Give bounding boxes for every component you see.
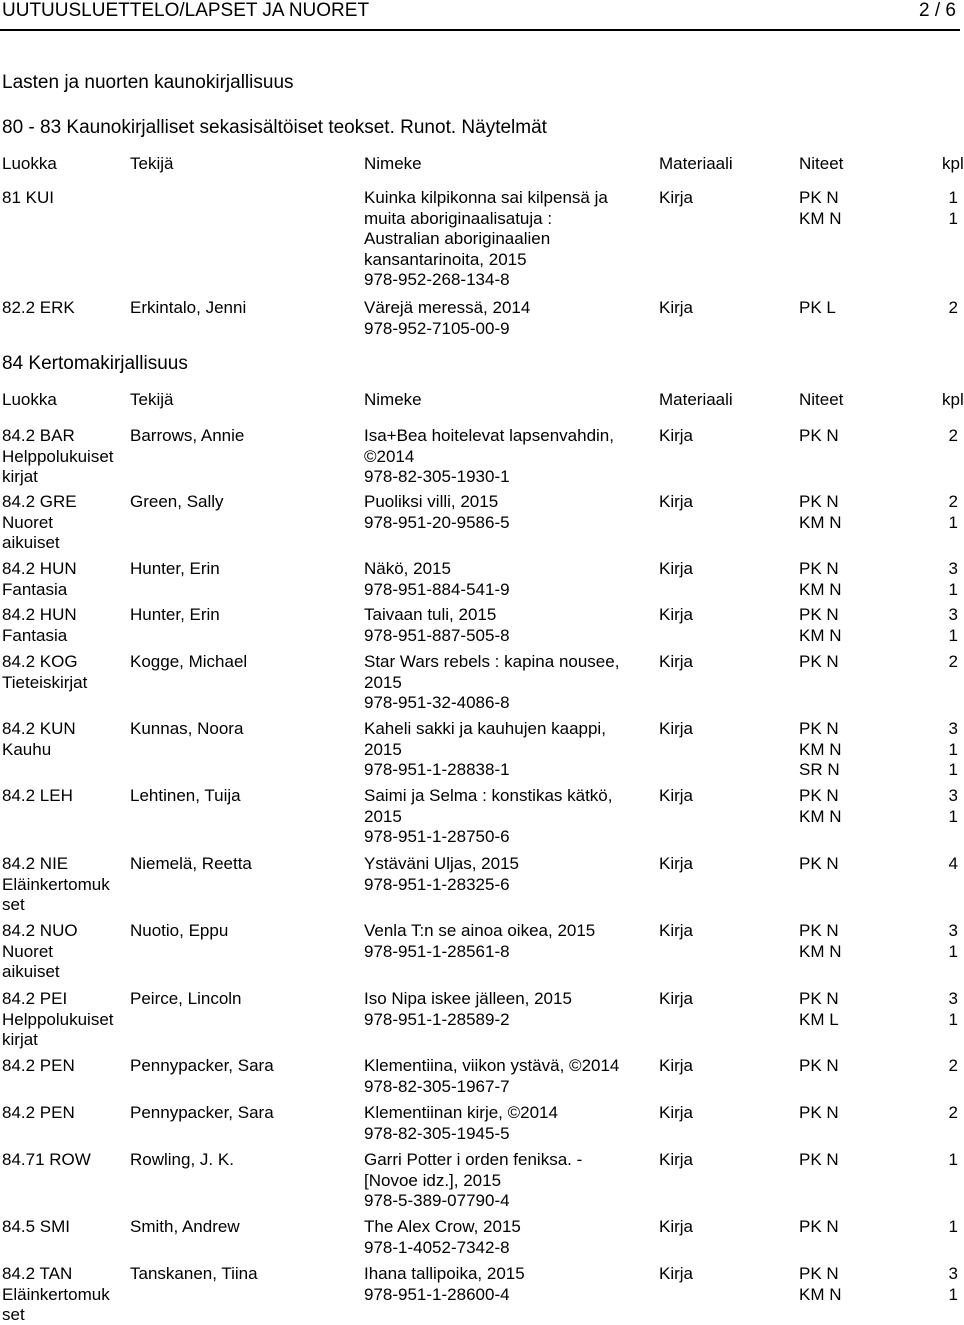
nimeke-line: Taivaan tuli, 2015 [364, 605, 497, 624]
cell-materiaali [659, 187, 693, 208]
group-title: 80 - 83 Kaunokirjalliset sekasisältöiset teokset. Runot. Näytelmät [2, 117, 547, 138]
luokka-line: set [2, 1305, 25, 1324]
cell-kpl [942, 1263, 958, 1304]
cell-materiaali [659, 1102, 693, 1123]
cell-kpl [942, 1216, 958, 1237]
materiaali-text: Kirja [659, 652, 694, 671]
column-header-materiaali: Materiaali [659, 390, 733, 409]
cell-materiaali [659, 718, 693, 739]
cell-materiaali [659, 297, 693, 318]
nimeke-line: 978-5-389-07790-4 [364, 1191, 510, 1210]
kpl-line: 1 [948, 760, 958, 779]
kpl-line: 2 [948, 426, 958, 445]
luokka-line: 84.5 SMI [2, 1217, 71, 1236]
column-header-luokka: Luokka [2, 390, 57, 409]
niteet-line: KM L [799, 1009, 839, 1029]
niteet-line: KM N [799, 1284, 842, 1304]
nimeke-line: The Alex Crow, 2015 [364, 1217, 521, 1236]
cell-luokka [2, 718, 127, 759]
cell-kpl [942, 187, 958, 228]
cell-nimeke [364, 785, 649, 847]
cell-nimeke [364, 1149, 649, 1211]
cell-tekija [130, 853, 358, 874]
nimeke-line: muita aboriginaalisatuja : [364, 208, 553, 228]
tekija-text: Pennypacker, Sara [130, 1103, 274, 1122]
cell-luokka [2, 1216, 127, 1237]
cell-materiaali [659, 558, 693, 579]
kpl-line: 1 [948, 1217, 958, 1236]
tekija-text: Rowling, J. K. [130, 1150, 234, 1169]
luokka-line: Nuoret [2, 512, 54, 532]
niteet-line: PK N [799, 786, 839, 805]
niteet-line: PK N [799, 1217, 839, 1236]
cell-niteet [799, 491, 842, 532]
column-header-luokka: Luokka [2, 154, 57, 173]
kpl-line: 3 [948, 1264, 958, 1283]
kpl-line: 3 [948, 719, 958, 738]
cell-luokka [2, 651, 127, 692]
luokka-line: 84.2 TAN [2, 1264, 73, 1283]
kpl-line: 2 [948, 652, 958, 671]
tekija-text: Lehtinen, Tuija [130, 786, 241, 805]
luokka-line: 84.2 KUN [2, 719, 76, 738]
cell-nimeke [364, 604, 649, 645]
kpl-line: 1 [948, 1009, 958, 1029]
cell-materiaali [659, 785, 693, 806]
cell-materiaali [659, 651, 693, 672]
cell-niteet [799, 1055, 839, 1076]
tekija-text: Hunter, Erin [130, 559, 220, 578]
cell-niteet [799, 297, 836, 318]
tekija-text: Erkintalo, Jenni [130, 298, 247, 317]
materiaali-text: Kirja [659, 854, 694, 873]
materiaali-text: Kirja [659, 1103, 694, 1122]
cell-tekija [130, 920, 358, 941]
niteet-line: PK N [799, 1150, 839, 1169]
cell-nimeke [364, 558, 649, 599]
materiaali-text: Kirja [659, 786, 694, 805]
cell-luokka [2, 988, 127, 1050]
nimeke-line: 978-951-887-505-8 [364, 625, 510, 645]
luokka-line: Fantasia [2, 625, 68, 645]
cell-nimeke [364, 718, 649, 780]
materiaali-text: Kirja [659, 426, 694, 445]
tekija-text: Barrows, Annie [130, 426, 245, 445]
tekija-text: Green, Sally [130, 492, 224, 511]
niteet-line: PK L [799, 298, 836, 317]
cell-niteet [799, 187, 842, 228]
materiaali-text: Kirja [659, 719, 694, 738]
nimeke-line: 978-951-1-28750-6 [364, 827, 510, 846]
tekija-text: Nuotio, Eppu [130, 921, 229, 940]
cell-tekija [130, 1055, 358, 1076]
nimeke-line: 2015 [364, 806, 402, 826]
tekija-text: Kogge, Michael [130, 652, 248, 671]
cell-luokka [2, 853, 127, 915]
kpl-line: 3 [948, 605, 958, 624]
tekija-text: Tanskanen, Tiina [130, 1264, 258, 1283]
cell-materiaali [659, 1055, 693, 1076]
niteet-line: PK N [799, 188, 839, 207]
materiaali-text: Kirja [659, 1056, 694, 1075]
materiaali-text: Kirja [659, 298, 694, 317]
cell-niteet [799, 988, 839, 1029]
cell-nimeke [364, 988, 649, 1029]
luokka-line: 84.2 PEN [2, 1103, 75, 1122]
cell-tekija [130, 425, 358, 446]
page-number: 2 / 6 [919, 0, 956, 21]
luokka-line: Eläinkertomuk [2, 874, 110, 894]
column-header-tekija: Tekijä [130, 154, 174, 173]
cell-niteet [799, 604, 842, 645]
nimeke-line: 978-951-1-28325-6 [364, 874, 510, 894]
luokka-line: 81 KUI [2, 188, 54, 207]
luokka-line: Kauhu [2, 739, 52, 759]
tekija-text: Peirce, Lincoln [130, 989, 242, 1008]
cell-kpl [942, 558, 958, 599]
column-header-niteet: Niteet [799, 390, 844, 409]
cell-materiaali [659, 491, 693, 512]
niteet-line: PK N [799, 1264, 839, 1283]
niteet-line: PK N [799, 1103, 839, 1122]
cell-kpl [942, 604, 958, 645]
cell-tekija [130, 988, 358, 1009]
cell-materiaali [659, 1216, 693, 1237]
niteet-line: PK N [799, 559, 839, 578]
kpl-line: 1 [948, 512, 958, 532]
luokka-line: Helppolukuiset [2, 446, 114, 466]
nimeke-line: 2015 [364, 672, 402, 692]
niteet-line: PK N [799, 719, 839, 738]
column-header-nimeke: Nimeke [364, 390, 422, 409]
cell-materiaali [659, 1149, 693, 1170]
nimeke-line: 978-951-20-9586-5 [364, 512, 510, 532]
niteet-line: PK N [799, 605, 839, 624]
materiaali-text: Kirja [659, 188, 694, 207]
luokka-line: 84.2 NUO [2, 921, 78, 940]
kpl-line: 3 [948, 921, 958, 940]
luokka-line: aikuiset [2, 962, 60, 981]
nimeke-line: Iso Nipa iskee jälleen, 2015 [364, 989, 572, 1008]
column-header-tekija: Tekijä [130, 390, 174, 409]
niteet-line: PK N [799, 426, 839, 445]
niteet-line: PK N [799, 854, 839, 873]
luokka-line: 84.2 PEI [2, 989, 68, 1008]
kpl-line: 1 [948, 806, 958, 826]
cell-kpl [942, 920, 958, 961]
kpl-line: 4 [948, 854, 958, 873]
niteet-line: KM N [799, 806, 842, 826]
cell-nimeke [364, 425, 649, 487]
niteet-line: PK N [799, 492, 839, 511]
luokka-line: 84.2 PEN [2, 1056, 75, 1075]
cell-kpl [942, 297, 958, 318]
niteet-line: KM N [799, 512, 842, 532]
cell-niteet [799, 1216, 839, 1237]
luokka-line: 84.2 BAR [2, 426, 75, 445]
niteet-line: PK N [799, 1056, 839, 1075]
niteet-line: KM N [799, 625, 842, 645]
nimeke-line: Värejä meressä, 2014 [364, 298, 531, 317]
luokka-line: 84.2 NIE [2, 854, 69, 873]
cell-niteet [799, 920, 842, 961]
cell-kpl [942, 785, 958, 826]
cell-kpl [942, 718, 958, 780]
tekija-text: Niemelä, Reetta [130, 854, 252, 873]
nimeke-line: 978-951-32-4086-8 [364, 693, 510, 712]
luokka-line: 84.2 KOG [2, 652, 78, 671]
kpl-line: 1 [948, 1150, 958, 1169]
materiaali-text: Kirja [659, 921, 694, 940]
cell-tekija [130, 1149, 358, 1170]
cell-tekija [130, 651, 358, 672]
niteet-line: KM N [799, 941, 842, 961]
kpl-line: 3 [948, 989, 958, 1008]
niteet-line: SR N [799, 760, 840, 779]
column-header-materiaali: Materiaali [659, 154, 733, 173]
nimeke-line: Puoliksi villi, 2015 [364, 492, 499, 511]
cell-kpl [942, 988, 958, 1029]
nimeke-line: Kaheli sakki ja kauhujen kaappi, [364, 719, 606, 738]
cell-luokka [2, 1102, 127, 1123]
document-title: UUTUUSLUETTELO/LAPSET JA NUORET [2, 0, 370, 21]
nimeke-line: Garri Potter i orden feniksa. - [364, 1150, 583, 1169]
column-header-niteet: Niteet [799, 154, 844, 173]
cell-materiaali [659, 988, 693, 1009]
cell-materiaali [659, 425, 693, 446]
nimeke-line: 978-952-268-134-8 [364, 270, 510, 289]
nimeke-line: Australian aboriginaalien [364, 229, 551, 248]
cell-niteet [799, 1149, 839, 1170]
nimeke-line: 978-951-1-28838-1 [364, 760, 510, 779]
kpl-line: 1 [948, 188, 958, 207]
cell-niteet [799, 558, 842, 599]
nimeke-line: Venla T:n se ainoa oikea, 2015 [364, 921, 596, 940]
nimeke-line: 978-952-7105-00-9 [364, 318, 510, 338]
column-header-kpl: kpl [942, 154, 964, 173]
cell-materiaali [659, 920, 693, 941]
cell-tekija [130, 491, 358, 512]
nimeke-line: 978-951-1-28589-2 [364, 1009, 510, 1029]
cell-luokka [2, 1149, 127, 1170]
cell-niteet [799, 1263, 842, 1304]
nimeke-line: 978-951-884-541-9 [364, 579, 510, 599]
cell-nimeke [364, 1216, 649, 1257]
niteet-line: PK N [799, 921, 839, 940]
cell-nimeke [364, 651, 649, 713]
cell-nimeke [364, 491, 649, 532]
tekija-text: Hunter, Erin [130, 605, 220, 624]
cell-tekija [130, 604, 358, 625]
cell-luokka [2, 297, 127, 318]
cell-kpl [942, 1055, 958, 1076]
nimeke-line: 978-951-1-28561-8 [364, 941, 510, 961]
luokka-line: set [2, 895, 25, 914]
cell-nimeke [364, 1102, 649, 1143]
nimeke-line: Näkö, 2015 [364, 559, 451, 578]
kpl-line: 2 [948, 298, 958, 317]
cell-luokka [2, 491, 127, 553]
cell-tekija [130, 785, 358, 806]
nimeke-line: ©2014 [364, 446, 415, 466]
cell-kpl [942, 1102, 958, 1123]
nimeke-line: Ystäväni Uljas, 2015 [364, 854, 519, 873]
cell-nimeke [364, 853, 649, 894]
header-rule [0, 29, 960, 31]
kpl-line: 3 [948, 786, 958, 805]
materiaali-text: Kirja [659, 1150, 694, 1169]
cell-tekija [130, 718, 358, 739]
kpl-line: 1 [948, 579, 958, 599]
materiaali-text: Kirja [659, 1217, 694, 1236]
page-header [0, 0, 960, 24]
column-header-nimeke: Nimeke [364, 154, 422, 173]
nimeke-line: Saimi ja Selma : konstikas kätkö, [364, 786, 613, 805]
kpl-line: 1 [948, 208, 958, 228]
luokka-line: 84.71 ROW [2, 1150, 91, 1169]
cell-tekija [130, 297, 358, 318]
niteet-line: KM N [799, 739, 842, 759]
cell-luokka [2, 604, 127, 645]
kpl-line: 1 [948, 739, 958, 759]
nimeke-line: 978-951-1-28600-4 [364, 1284, 510, 1304]
cell-materiaali [659, 853, 693, 874]
luokka-line: Eläinkertomuk [2, 1284, 110, 1304]
nimeke-line: Star Wars rebels : kapina nousee, [364, 652, 620, 671]
kpl-line: 2 [948, 1056, 958, 1075]
cell-nimeke [364, 920, 649, 961]
luokka-line: 84.2 HUN [2, 605, 77, 624]
cell-niteet [799, 785, 842, 826]
cell-kpl [942, 651, 958, 672]
materiaali-text: Kirja [659, 559, 694, 578]
nimeke-line: 978-82-305-1967-7 [364, 1076, 510, 1096]
materiaali-text: Kirja [659, 605, 694, 624]
nimeke-line: Isa+Bea hoitelevat lapsenvahdin, [364, 426, 614, 445]
cell-kpl [942, 1149, 958, 1170]
nimeke-line: Klementiina, viikon ystävä, ©2014 [364, 1056, 620, 1075]
luokka-line: 84.2 LEH [2, 786, 73, 805]
cell-niteet [799, 1102, 839, 1123]
luokka-line: 84.2 HUN [2, 559, 77, 578]
niteet-line: KM N [799, 579, 842, 599]
cell-materiaali [659, 1263, 693, 1284]
column-header-kpl: kpl [942, 390, 964, 409]
kpl-line: 3 [948, 559, 958, 578]
cell-luokka [2, 187, 127, 208]
cell-luokka [2, 425, 127, 487]
cell-tekija [130, 1102, 358, 1123]
niteet-line: PK N [799, 989, 839, 1008]
cell-kpl [942, 853, 958, 874]
materiaali-text: Kirja [659, 989, 694, 1008]
luokka-line: 82.2 ERK [2, 298, 75, 317]
luokka-line: Nuoret [2, 941, 54, 961]
niteet-line: KM N [799, 208, 842, 228]
cell-kpl [942, 491, 958, 532]
cell-tekija [130, 1263, 358, 1284]
cell-nimeke [364, 297, 649, 338]
nimeke-line: 2015 [364, 739, 402, 759]
cell-luokka [2, 1263, 127, 1325]
luokka-line: Helppolukuiset [2, 1009, 114, 1029]
materiaali-text: Kirja [659, 1264, 694, 1283]
nimeke-line: Ihana tallipoika, 2015 [364, 1264, 525, 1283]
nimeke-line: Kuinka kilpikonna sai kilpensä ja [364, 188, 608, 207]
kpl-line: 2 [948, 492, 958, 511]
nimeke-line: 978-82-305-1945-5 [364, 1123, 510, 1143]
luokka-line: Tieteiskirjat [2, 672, 88, 692]
cell-luokka [2, 1055, 127, 1076]
cell-niteet [799, 718, 842, 780]
cell-nimeke [364, 1263, 649, 1304]
tekija-text: Smith, Andrew [130, 1217, 240, 1236]
nimeke-line: 978-1-4052-7342-8 [364, 1237, 510, 1257]
cell-tekija [130, 558, 358, 579]
cell-kpl [942, 425, 958, 446]
luokka-line: kirjat [2, 467, 38, 486]
luokka-line: kirjat [2, 1030, 38, 1049]
nimeke-line: [Novoe idz.], 2015 [364, 1170, 502, 1190]
kpl-line: 1 [948, 1284, 958, 1304]
cell-luokka [2, 558, 127, 599]
cell-luokka [2, 920, 127, 982]
cell-luokka [2, 785, 127, 806]
cell-niteet [799, 425, 839, 446]
nimeke-line: Klementiinan kirje, ©2014 [364, 1103, 558, 1122]
nimeke-line: kansantarinoita, 2015 [364, 249, 527, 269]
section-title: Lasten ja nuorten kaunokirjallisuus [2, 72, 294, 93]
luokka-line: 84.2 GRE [2, 492, 77, 511]
cell-tekija [130, 1216, 358, 1237]
cell-nimeke [364, 1055, 649, 1096]
kpl-line: 2 [948, 1103, 958, 1122]
group-title: 84 Kertomakirjallisuus [2, 353, 188, 374]
tekija-text: Kunnas, Noora [130, 719, 244, 738]
luokka-line: aikuiset [2, 533, 60, 552]
cell-materiaali [659, 604, 693, 625]
materiaali-text: Kirja [659, 492, 694, 511]
tekija-text: Pennypacker, Sara [130, 1056, 274, 1075]
cell-nimeke [364, 187, 649, 290]
cell-niteet [799, 651, 839, 672]
cell-niteet [799, 853, 839, 874]
niteet-line: PK N [799, 652, 839, 671]
kpl-line: 1 [948, 941, 958, 961]
luokka-line: Fantasia [2, 579, 68, 599]
kpl-line: 1 [948, 625, 958, 645]
nimeke-line: 978-82-305-1930-1 [364, 467, 510, 486]
